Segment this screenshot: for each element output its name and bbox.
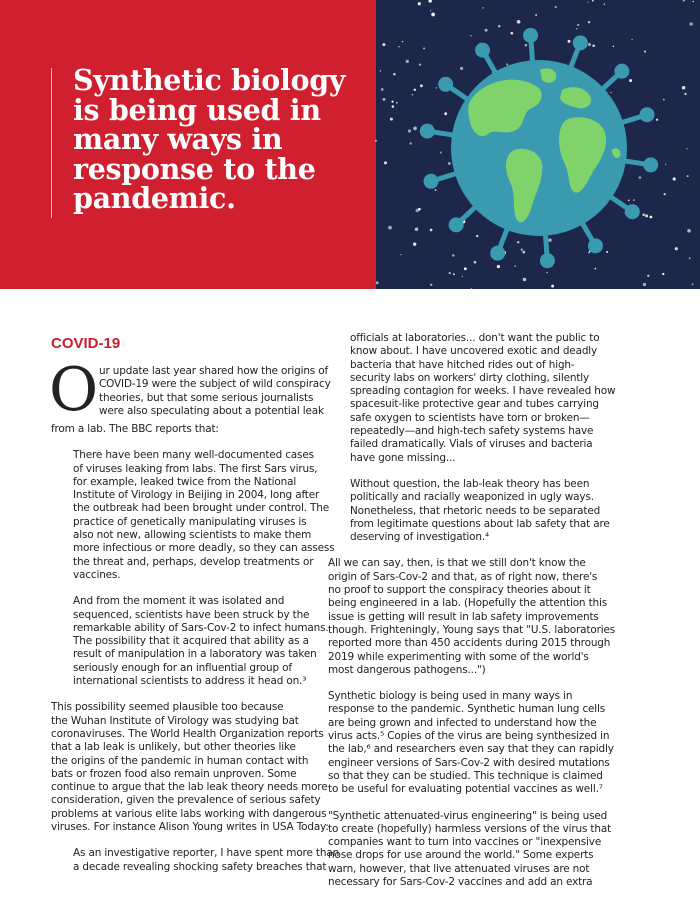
star — [588, 43, 591, 46]
star — [610, 92, 611, 93]
spike-tip — [420, 124, 434, 138]
star — [639, 176, 642, 179]
star — [436, 87, 437, 88]
star — [418, 208, 421, 211]
star — [577, 24, 579, 26]
block-quote-usa-today-start: As an investigative reporter, I have spent more than a decade revealing shocking safety breaches that — [73, 847, 340, 873]
spike-tip — [524, 28, 538, 42]
star — [576, 28, 577, 29]
star — [521, 249, 523, 251]
star — [647, 275, 649, 277]
star — [384, 161, 387, 164]
article-column-right — [328, 332, 658, 902]
star — [430, 229, 433, 232]
star — [396, 102, 398, 104]
spike-tip — [573, 36, 587, 50]
star — [431, 13, 435, 17]
star — [675, 247, 678, 250]
star — [400, 254, 401, 255]
star — [418, 2, 421, 5]
star — [673, 177, 676, 180]
star — [408, 129, 411, 132]
star — [665, 164, 666, 165]
star — [517, 20, 521, 24]
star — [689, 22, 692, 25]
spike-tip — [644, 158, 658, 172]
star — [430, 10, 431, 11]
star — [645, 214, 648, 217]
star — [453, 273, 455, 275]
star — [656, 119, 658, 121]
page-title: Synthetic biology is being used in many ways in response to the pandemic. — [73, 63, 346, 215]
article-column-left — [51, 335, 351, 887]
star — [606, 251, 608, 253]
star — [430, 284, 432, 286]
star — [498, 25, 501, 28]
star — [588, 21, 591, 24]
star — [692, 283, 694, 285]
star — [514, 265, 516, 267]
star — [414, 89, 416, 91]
star — [686, 148, 687, 149]
block-quote-usa-today-cont: officials at laboratories... don't want the public to know about. I have uncovered exotic and deadly bacteria that have hitched rides out of high- security labs on workers' dirty clothing, silently spreading contagion for weeks. I have revealed how spacesuit-like protective gear and tubes carrying safe oxygen to scientists have torn or broken— repeatedly—and high-tech safety systems have failed dramatically. Vials of viruses and bacteria have gone missing... — [350, 332, 616, 464]
hero-title-panel — [0, 0, 376, 289]
star — [413, 243, 416, 246]
star — [517, 241, 519, 243]
star — [692, 1, 693, 2]
intro-text — [51, 365, 351, 418]
star — [525, 44, 527, 46]
spike-tip — [640, 108, 654, 122]
star — [392, 105, 394, 107]
virus-globe-graphic — [376, 0, 700, 289]
star — [410, 142, 412, 144]
star — [380, 70, 382, 72]
star — [551, 285, 554, 288]
star — [452, 254, 454, 256]
star — [546, 272, 547, 273]
spike-tip — [625, 205, 639, 219]
star — [444, 112, 447, 115]
spike-tip — [491, 246, 505, 260]
star — [376, 281, 379, 284]
star — [613, 46, 615, 48]
star — [523, 278, 527, 282]
star — [497, 265, 500, 268]
block-quote-bbc-1: There have been many well-documented cases of viruses leaking from labs. The first Sars virus, for example, leaked twice from the National Institute of Virology in Beijing in 2004, long after the outbreak had been brought under control. The practice of genetically manipulating viruses is also not new, allowing scientists to make them more infectious or more deadly, so they can assess the threat and, perhaps, develop treatments or vaccines. — [73, 449, 335, 581]
spike-tip — [540, 254, 554, 268]
star — [419, 64, 421, 66]
virus-globe-illustration — [376, 0, 700, 289]
star — [650, 216, 653, 219]
section-heading: COVID-19 — [51, 335, 121, 352]
body-paragraph-2: All we can say, then, is that we still don't know the origin of Sars-Cov-2 and that, as of right now, there's no proof to support the conspiracy theories about it being engineered in a lab. (Hopefully the attention this issue is getting will result in lab safety improvements though. Frighteningly, Young says that "U.S. laboratories reported more than 450 accidents during 2015 through 2019 while experimenting with some of the world's most dangerous pathogens...") — [328, 557, 616, 676]
star — [684, 93, 686, 95]
block-quote-bbc-2: And from the moment it was isolated and sequenced, scientists have been struck by the remarkable ability of Sars-Cov-2 to infect humans. The possibility that it acquired that ability as a result of manipulation in a laboratory was taken seriously enough for an influential group of international scientists to address it head on.³ — [73, 595, 329, 688]
star — [462, 276, 463, 277]
star — [415, 227, 419, 231]
spike-tip — [424, 174, 438, 188]
star — [423, 47, 425, 49]
spike-tip — [615, 64, 629, 78]
star — [687, 175, 689, 177]
star — [413, 127, 417, 131]
body-paragraph-4: "Synthetic attenuated-virus engineering" is being used to create (hopefully) harmless versions of the virus that companies want to turn into vaccines or "inexpensive nose drops for use around the world." Some experts warn, however, that live attenuated viruses are not necessary for Sars-Cov-2 vaccines and add an extra — [328, 809, 612, 888]
star — [476, 235, 478, 237]
star — [435, 189, 437, 191]
star — [687, 229, 691, 233]
star — [633, 199, 634, 200]
star — [522, 251, 525, 254]
star — [689, 257, 691, 259]
body-paragraph-3: Synthetic biology is being used in many ways in response to the pandemic. Synthetic human lung cells are being grown and infected to understand how the virus acts.⁵ Copies of the virus are being synthesized in the lab,⁶ and researchers even say that they can rapidly engineer versions of Sars-Cov-2 with desired mutations so that they can be studied. This technique is claimed to be useful for evaluating potential vaccines as well.⁷ — [328, 690, 614, 796]
drop-cap: O — [49, 355, 99, 425]
star — [555, 6, 557, 8]
star — [448, 162, 451, 165]
intro-tail: from a lab. The BBC reports that: — [51, 423, 219, 435]
intro-lines: ur update last year shared how the origins of COVID-19 were the subject of wild conspiracy theories, but that some serious journalists were also speculating about a potential leak — [99, 365, 331, 417]
star — [663, 99, 665, 101]
star — [388, 226, 392, 230]
star — [402, 41, 404, 43]
star — [391, 101, 393, 103]
star — [643, 283, 646, 286]
title-accent-rule — [51, 68, 52, 218]
star — [587, 2, 588, 3]
star — [592, 0, 594, 2]
star — [628, 199, 630, 201]
star — [482, 7, 483, 8]
star — [644, 51, 646, 53]
star — [470, 35, 472, 37]
star — [588, 252, 590, 254]
star — [631, 39, 633, 41]
star — [548, 238, 551, 241]
star — [406, 60, 409, 63]
body-paragraph-1: This possibility seemed plausible too because the Wuhan Institute of Virology was studying bat coronaviruses. The World Health Organization reports that a lab leak is unlikely, but other theories like the origins of the pandemic in human contact with bats or frozen food also remain unproven. Some continue to argue that the lab leak theory needs more consideration, given the prevalence of serious safety problems at various elite labs working with dangerous viruses. For instance Alison Young writes in USA Today: — [51, 701, 329, 834]
star — [629, 79, 632, 82]
star — [592, 44, 595, 47]
block-quote-usa-today-end: Without question, the lab-leak theory has been politically and racially weaponized in ugly ways. Nonetheless, that rhetoric needs to be separated from legitimate questions about lab safety that are deserving of investigation.⁴ — [350, 477, 610, 544]
star — [662, 273, 664, 275]
star — [471, 288, 472, 289]
star — [485, 29, 488, 32]
star — [381, 88, 384, 91]
star — [460, 67, 463, 70]
star — [642, 214, 645, 217]
star — [382, 43, 385, 46]
star — [449, 272, 451, 274]
star — [510, 32, 513, 35]
star — [506, 63, 508, 65]
spike-tip — [588, 239, 602, 253]
star — [474, 261, 477, 264]
star — [383, 98, 386, 101]
star — [464, 267, 467, 270]
star — [398, 46, 399, 47]
star — [440, 151, 442, 153]
spike-tip — [449, 218, 463, 232]
star — [412, 94, 413, 95]
star — [535, 14, 537, 16]
star — [420, 84, 423, 87]
star — [604, 3, 606, 5]
spike-tip — [439, 77, 453, 91]
star — [393, 73, 396, 76]
spike-tip — [476, 43, 490, 57]
star — [568, 40, 571, 43]
star — [390, 118, 393, 121]
star — [375, 140, 377, 142]
intro-paragraph — [49, 355, 351, 425]
star — [594, 268, 596, 270]
star — [682, 86, 686, 90]
star — [664, 193, 666, 195]
